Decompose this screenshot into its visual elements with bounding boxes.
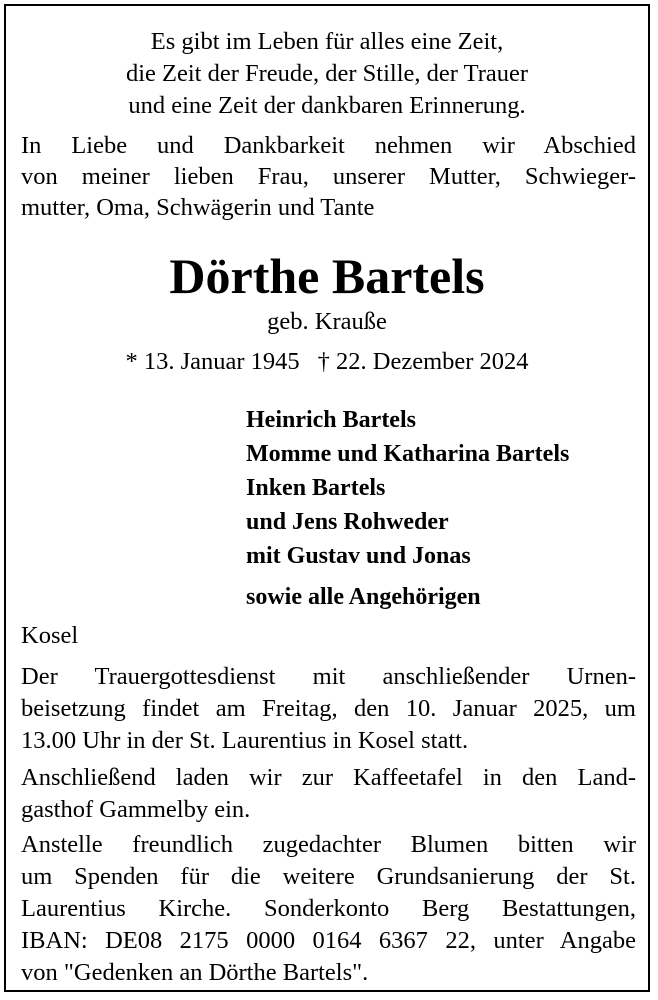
poem-line: und eine Zeit der dankbaren Erinnerung. bbox=[128, 92, 526, 119]
donations-line: Laurentius Kirche. Sonderkonto Berg Bestattungen, bbox=[21, 895, 636, 922]
donations-line: um Spenden für die weitere Grundsanierung der St. bbox=[21, 863, 636, 890]
mourner: Momme und Katharina Bartels bbox=[246, 441, 570, 467]
death-date: † 22. Dezember 2024 bbox=[317, 348, 529, 375]
reception-line: gasthof Gammelby ein. bbox=[21, 796, 251, 823]
relatives-line: sowie alle Angehörigen bbox=[246, 584, 481, 610]
birth-date: * 13. Januar 1945 bbox=[125, 348, 300, 375]
donations-paragraph bbox=[21, 829, 636, 989]
donations-line: IBAN: DE08 2175 0000 0164 6367 22, unter Angabe bbox=[21, 927, 636, 954]
intro-line: In Liebe und Dankbarkeit nehmen wir Abschied bbox=[21, 132, 636, 159]
mourners-list bbox=[246, 403, 569, 573]
place: Kosel bbox=[21, 622, 79, 649]
service-paragraph bbox=[21, 661, 636, 757]
deceased-name: Dörthe Bartels bbox=[169, 248, 485, 304]
mourner: und Jens Rohweder bbox=[246, 509, 449, 535]
service-line: 13.00 Uhr in der St. Laurentius in Kosel statt. bbox=[21, 727, 469, 754]
maiden-name: geb. Krauße bbox=[267, 308, 387, 335]
intro-line: mutter, Oma, Schwägerin und Tante bbox=[21, 194, 375, 221]
intro-text bbox=[21, 130, 636, 223]
poem-line: die Zeit der Freude, der Stille, der Trauer bbox=[125, 60, 529, 87]
donations-line: von "Gedenken an Dörthe Bartels". bbox=[21, 959, 369, 986]
mourner: Inken Bartels bbox=[246, 475, 386, 501]
mourner: mit Gustav und Jonas bbox=[246, 543, 471, 569]
service-line: Der Trauergottesdienst mit anschließender Urnen- bbox=[21, 663, 636, 690]
mourner: Heinrich Bartels bbox=[246, 407, 416, 433]
reception-paragraph bbox=[21, 762, 636, 826]
death-notice bbox=[4, 4, 650, 992]
poem bbox=[6, 26, 648, 122]
donations-line: Anstelle freundlich zugedachter Blumen bitten wir bbox=[21, 831, 636, 858]
life-dates bbox=[6, 346, 648, 378]
poem-line: Es gibt im Leben für alles eine Zeit, bbox=[150, 28, 504, 55]
intro-line: von meiner lieben Frau, unserer Mutter, Schwieger- bbox=[21, 163, 636, 190]
reception-line: Anschließend laden wir zur Kaffeetafel in den Land- bbox=[21, 764, 636, 791]
service-line: beisetzung findet am Freitag, den 10. Januar 2025, um bbox=[21, 695, 636, 722]
